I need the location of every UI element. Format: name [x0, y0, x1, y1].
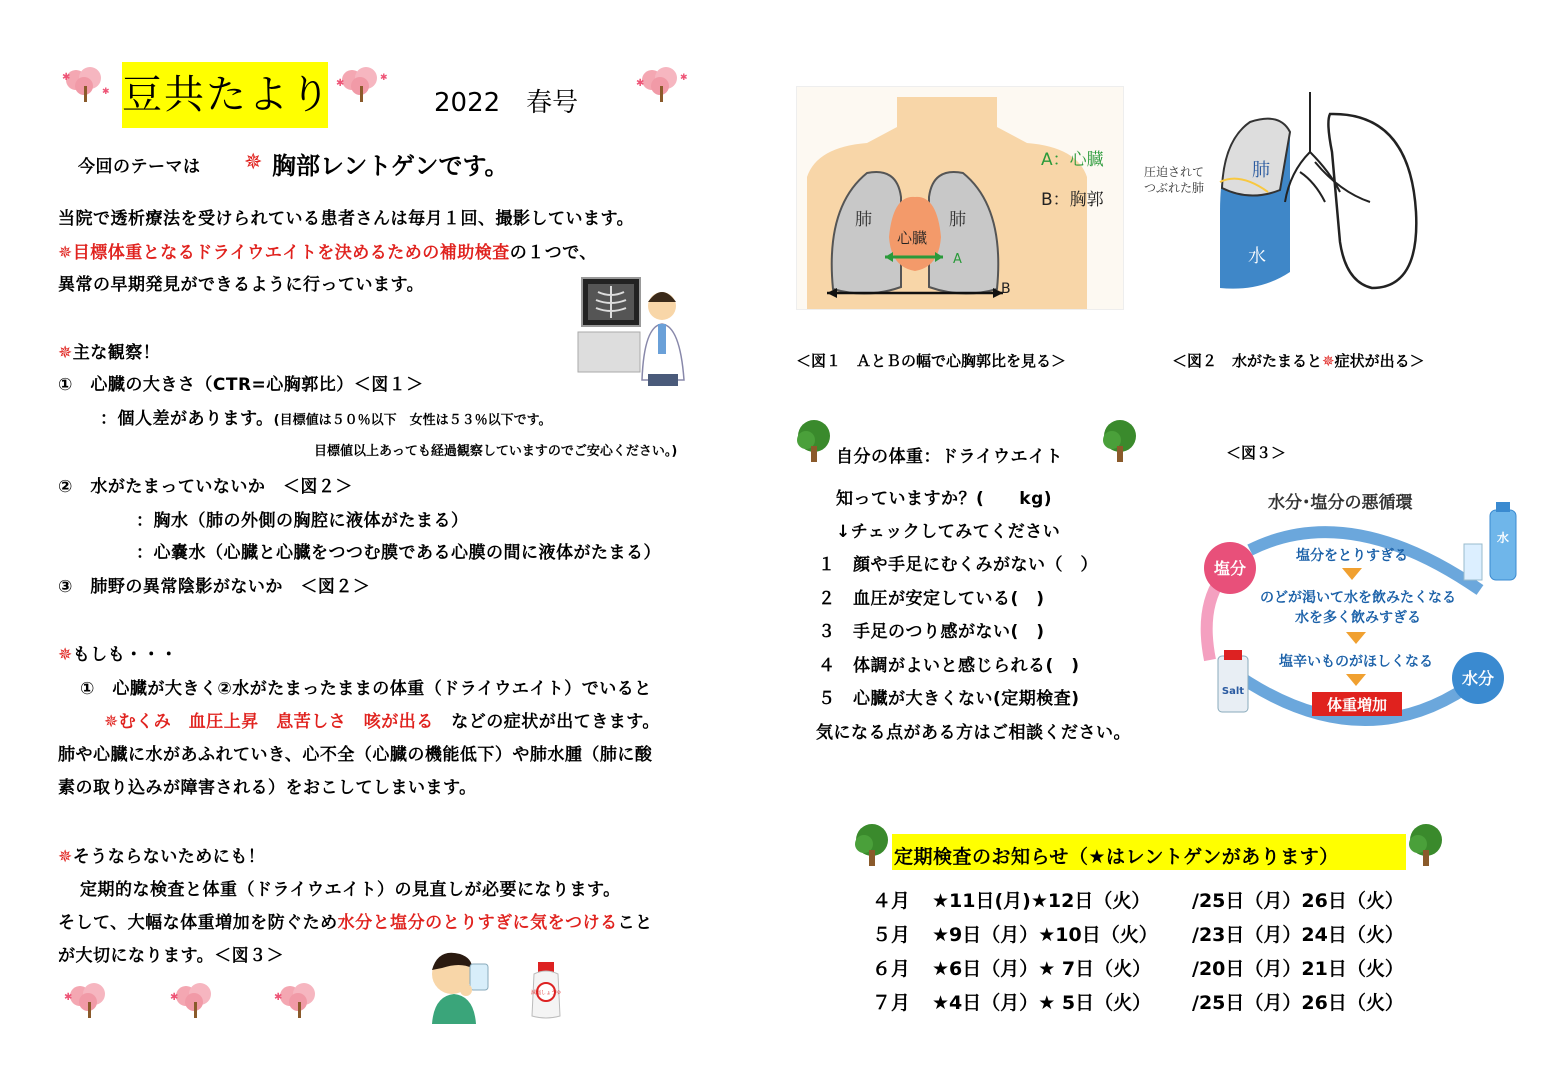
- prevention-line-3: が大切になります。＜図３＞: [58, 946, 285, 966]
- cycle-step-1: 塩分をとりすぎる: [1296, 548, 1408, 564]
- cycle-title: 水分･塩分の悪循環: [1268, 493, 1413, 513]
- checklist-item[interactable]: ５ 心臓が大きくない(定期検査): [818, 689, 1080, 709]
- cherry-blossom-icon: [272, 982, 328, 1022]
- issue-label: 2022 春号: [434, 88, 579, 118]
- dryweight-check-prompt: ↓チェックしてみてください: [836, 522, 1061, 542]
- if-line-4: 素の取り込みが障害される）をおこしてしまいます。: [58, 778, 477, 798]
- cycle-step-2b: 水を多く飲みすぎる: [1295, 610, 1421, 626]
- compressed-note-1: 圧迫されて: [1144, 165, 1205, 179]
- prevention-line-2: そして、大幅な体重増加を防ぐため水分と塩分のとりすぎに気をつけること: [58, 913, 653, 933]
- newsletter-title: 豆共たより: [122, 62, 328, 128]
- if-line-2: ✵むくみ 血圧上昇 息苦しさ 咳が出る などの症状が出てきます。: [104, 712, 660, 732]
- cycle-step-2a: のどが渇いて水を飲みたくなる: [1260, 590, 1456, 606]
- svg-text:✱: ✱: [62, 72, 71, 83]
- sparkle-icon: ✵: [244, 150, 263, 175]
- theme-title: 胸部レントゲンです。: [272, 152, 509, 180]
- tree-icon: [1406, 822, 1446, 866]
- svg-text:✱: ✱: [64, 992, 73, 1003]
- chest-diagram: [797, 87, 1123, 309]
- dryweight-heading: 自分の体重：ドライウエイト: [836, 447, 1063, 467]
- cherry-blossom-icon: [168, 982, 224, 1022]
- if-heading: ✵もしも・・・: [58, 645, 178, 665]
- if-line-1: ① 心臓が大きく②水がたまったままの体重（ドライウエイト）でいると: [80, 679, 652, 699]
- sparkle-icon: ✵: [104, 712, 119, 732]
- water-bottle-label: 水: [1496, 531, 1510, 545]
- dryweight-question: 知っていますか？( kg): [836, 489, 1053, 509]
- checklist: [818, 550, 1098, 718]
- observation-2b: ：心嚢水（心臓と心臓をつつむ膜である心膜の間に液体がたまる）: [136, 543, 661, 563]
- svg-text:✱: ✱: [102, 87, 110, 97]
- intro-line-2: ✵目標体重となるドライウエイトを決めるための補助検査の１つで、: [58, 243, 597, 263]
- prevention-line-1: 定期的な検査と体重（ドライウエイト）の見直しが必要になります。: [80, 880, 621, 900]
- tree-icon: [1100, 418, 1140, 462]
- tree-icon: [852, 822, 892, 866]
- compressed-note-2: つぶれた肺: [1144, 181, 1205, 195]
- intro-line-3: 異常の早期発見ができるように行っています。: [58, 275, 425, 295]
- svg-text:✱: ✱: [274, 992, 283, 1003]
- figure-1-heart-ratio: [796, 86, 1124, 310]
- checklist-item[interactable]: １ 顔や手足にむくみがない（ ）: [818, 555, 1098, 575]
- cherry-blossom-icon: [634, 66, 690, 106]
- notice-title: 定期検査のお知らせ（★はレントゲンがあります）: [894, 846, 1339, 868]
- tree-icon: [794, 418, 834, 462]
- legend-a: A：心臓: [1041, 150, 1104, 170]
- prevention-heading: ✵そうならないためにも！: [58, 847, 266, 867]
- theme-prefix: 今回のテーマは: [78, 157, 201, 177]
- observation-2a: ：胸水（肺の外側の胸腔に液体がたまる）: [136, 511, 469, 531]
- svg-text:✱: ✱: [336, 78, 345, 89]
- mark-a: A: [953, 252, 962, 267]
- observation-1-reassure: 目標値以上あっても経過観察していますのでご安心ください。): [314, 444, 678, 459]
- weight-gain-label: 体重増加: [1326, 696, 1388, 714]
- observation-2: ② 水がたまっていないか ＜図２＞: [58, 477, 353, 497]
- soy-sauce-bottle-illustration: [528, 960, 564, 1020]
- mark-b: B: [1001, 281, 1011, 297]
- figure-3-ref: ＜図３＞: [1226, 444, 1287, 462]
- sparkle-icon: ✵: [58, 343, 73, 363]
- salt-bubble: 塩分: [1213, 559, 1247, 578]
- observation-3: ③ 肺野の異常陰影がないか ＜図２＞: [58, 577, 371, 597]
- svg-text:✱: ✱: [380, 73, 388, 83]
- if-line-3: 肺や心臓に水があふれていき、心不全（心臓の機能低下）や肺水腫（肺に酸: [58, 745, 653, 765]
- intro-line-1: 当院で透析療法を受けられている患者さんは毎月１回、撮影しています。: [58, 209, 635, 229]
- cycle-step-3: 塩辛いものがほしくなる: [1279, 654, 1433, 670]
- figure-3-salt-water-cycle: [1190, 480, 1530, 746]
- cherry-blossom-icon: [334, 66, 390, 106]
- svg-text:✱: ✱: [636, 78, 645, 89]
- figure-2-caption: ＜図２ 水がたまると✵症状が出る＞: [1172, 352, 1425, 370]
- salt-shaker-label: Salt: [1221, 686, 1245, 697]
- sparkle-icon: ✵: [1322, 352, 1335, 370]
- sparkle-icon: ✵: [58, 847, 73, 867]
- svg-text:✱: ✱: [170, 992, 179, 1003]
- bottle-label: 減塩しょうゆ: [530, 990, 562, 996]
- consult-note: 気になる点がある方はご相談ください。: [816, 723, 1131, 743]
- drinking-water-illustration: [420, 946, 496, 1024]
- cherry-blossom-icon: [62, 982, 118, 1022]
- water-bubble: 水分: [1461, 669, 1495, 688]
- cherry-blossom-icon: [60, 66, 112, 106]
- figure-2-pleural-effusion: [1140, 92, 1430, 298]
- legend-b: B：胸郭: [1041, 190, 1104, 210]
- observation-1: ① 心臓の大きさ（CTR=心胸郭比）＜図１＞: [58, 375, 424, 395]
- lung-label: 肺: [1252, 160, 1270, 181]
- water-label: 水: [1248, 246, 1266, 267]
- svg-text:✱: ✱: [680, 73, 688, 83]
- figure-1-caption: ＜図１ ＡとＢの幅で心胸郭比を見る＞: [796, 352, 1067, 370]
- lung-right-label: 肺: [949, 210, 966, 230]
- doctor-xray-illustration: [576, 276, 692, 388]
- heart-label: 心臓: [897, 229, 928, 247]
- observation-heading: ✵主な観察！: [58, 343, 161, 363]
- sparkle-icon: ✵: [58, 243, 73, 263]
- sparkle-icon: ✵: [58, 645, 73, 665]
- checklist-item[interactable]: ３ 手足のつり感がない( ): [818, 622, 1045, 642]
- observation-1-note: ：個人差があります。(目標値は５０％以下 女性は５３％以下です。: [100, 409, 552, 429]
- checklist-item[interactable]: ４ 体調がよいと感じられる( ): [818, 655, 1080, 676]
- lung-left-label: 肺: [855, 210, 872, 230]
- checklist-item[interactable]: ２ 血圧が安定している( ): [818, 588, 1045, 609]
